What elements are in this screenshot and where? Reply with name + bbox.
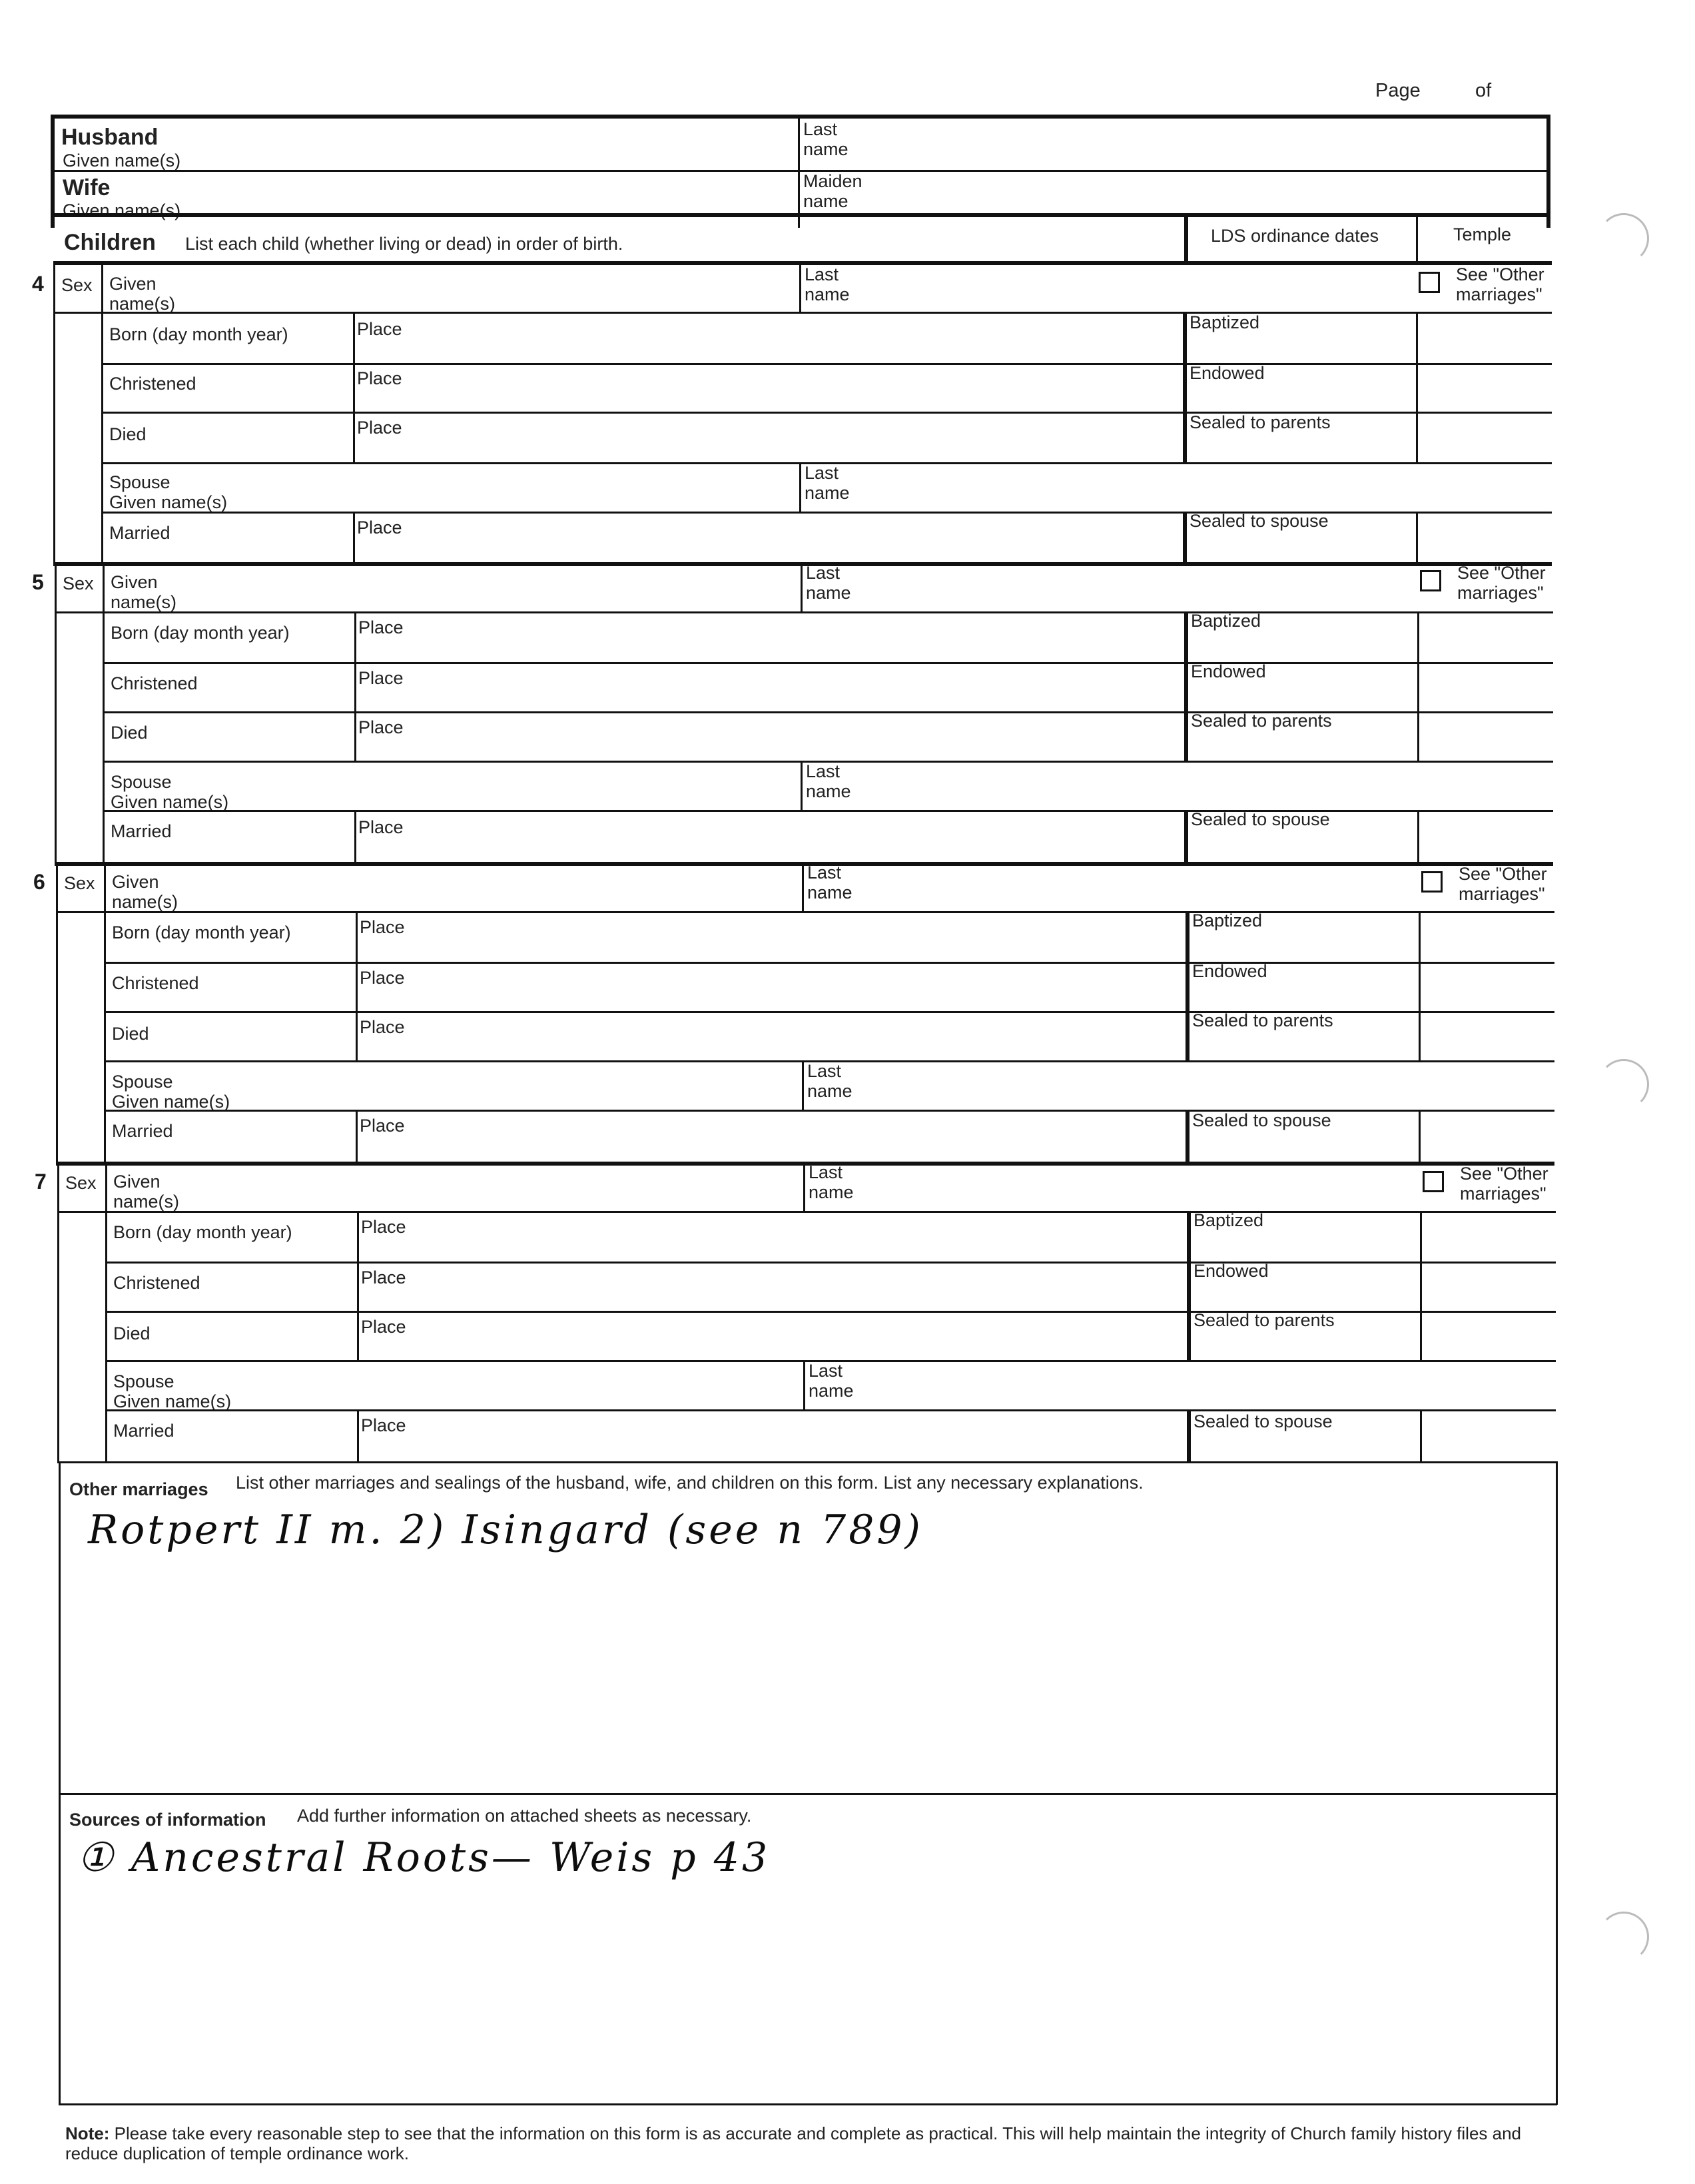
sex-label: Sex (65, 1173, 97, 1193)
see-other-label: See "Other (1459, 864, 1547, 884)
married-place-label: Place (357, 518, 402, 538)
last-name-label: name (807, 883, 852, 903)
children-title: Children (64, 230, 156, 255)
other-marriages-checkbox[interactable] (1419, 272, 1440, 293)
wife-label: Wife (63, 175, 111, 200)
died-label: Died (112, 1024, 149, 1044)
christened-label: Christened (111, 673, 198, 693)
footer-note (65, 2123, 1544, 2163)
see-other-marriages-label: marriages" (1460, 1184, 1546, 1204)
sealed-parents-label: Sealed to parents (1192, 1010, 1333, 1030)
died-label: Died (111, 723, 148, 743)
died-label: Died (113, 1323, 151, 1343)
binder-hole-bottom (1598, 1912, 1649, 1962)
child-number: 4 (32, 272, 44, 296)
last-name-label: name (805, 284, 850, 304)
see-other-marriages-label: marriages" (1459, 884, 1545, 904)
last-label: Last (805, 264, 839, 284)
page-label: Page (1375, 80, 1421, 101)
endowed-label: Endowed (1193, 1261, 1269, 1281)
sex-label: Sex (61, 275, 93, 295)
note-label: Note: (65, 2123, 110, 2143)
sealed-parents-label: Sealed to parents (1193, 1310, 1335, 1330)
married-label: Married (109, 523, 170, 543)
last-label: Last (807, 863, 842, 883)
spouse-last-name-label: name (805, 483, 850, 503)
spouse-last-name-label: name (806, 781, 851, 801)
child-number: 5 (32, 570, 44, 594)
spouse-last-name-label: name (807, 1081, 852, 1101)
last-label: Last (806, 563, 841, 583)
spouse-label: Spouse (109, 472, 170, 492)
lds-ordinance-label: LDS ordinance dates (1211, 226, 1379, 246)
other-marriages-instruction: List other marriages and sealings of the husband, wife, and children on this form. List any necessary explanations. (236, 1473, 1144, 1493)
died-place-label: Place (360, 1017, 405, 1037)
other-marriages-checkbox[interactable] (1420, 570, 1441, 591)
children-instruction: List each child (whether living or dead) in order of birth. (185, 234, 623, 254)
married-label: Married (112, 1121, 173, 1141)
note-text: Please take every reasonable step to see that the information on this form is as accurate and complete as practical. This will help maintain the integrity of Church family history files and reduce duplication of temple ordinance work. (65, 2123, 1522, 2163)
baptized-label: Baptized (1191, 611, 1261, 631)
other-marriages-checkbox[interactable] (1421, 871, 1443, 893)
christened-label: Christened (112, 973, 199, 993)
born-label: Born (day month year) (111, 623, 290, 643)
spouse-last-label: Last (807, 1061, 842, 1081)
sealed-parents-label: Sealed to parents (1191, 711, 1332, 731)
sealed-spouse-label: Sealed to spouse (1192, 1110, 1331, 1130)
other-marriages-checkbox[interactable] (1423, 1171, 1444, 1192)
endowed-label: Endowed (1189, 363, 1265, 383)
child-number: 6 (33, 870, 45, 894)
sealed-spouse-label: Sealed to spouse (1193, 1411, 1333, 1431)
sources-handwriting: ① Ancestral Roots— Weis p 43 (77, 1834, 771, 1881)
christened-label: Christened (113, 1273, 200, 1293)
died-place-label: Place (357, 418, 402, 438)
died-place-label: Place (361, 1317, 406, 1337)
born-place-label: Place (360, 917, 405, 937)
page-of-label: of (1475, 80, 1492, 101)
baptized-label: Baptized (1189, 312, 1260, 332)
husband-given-names-label: Given name(s) (63, 151, 181, 171)
given-names-label: name(s) (109, 294, 176, 314)
husband-name-label: name (803, 139, 848, 159)
given-label: Given (111, 572, 158, 592)
spouse-label: Spouse (111, 772, 172, 792)
see-other-marriages-label: marriages" (1456, 284, 1542, 304)
born-label: Born (day month year) (109, 324, 288, 344)
spouse-last-label: Last (809, 1361, 843, 1381)
given-names-label: name(s) (112, 892, 178, 912)
child-number: 7 (35, 1170, 47, 1194)
christened-place-label: Place (358, 668, 404, 688)
spouse-last-label: Last (806, 761, 841, 781)
sealed-spouse-label: Sealed to spouse (1189, 511, 1329, 531)
other-marriages-handwriting: Rotpert II m. 2) Isingard (see n 789) (88, 1507, 923, 1553)
married-place-label: Place (360, 1116, 405, 1136)
binder-hole-middle (1598, 1059, 1649, 1110)
other-marriages-label: Other marriages (69, 1479, 208, 1499)
wife-given-names-label: Given name(s) (63, 200, 181, 220)
died-label: Died (109, 424, 147, 444)
born-label: Born (day month year) (113, 1222, 292, 1242)
wife-maiden-label: Maiden (803, 171, 862, 191)
spouse-given-label: Given name(s) (113, 1391, 232, 1411)
born-place-label: Place (357, 319, 402, 339)
given-label: Given (112, 872, 159, 892)
married-label: Married (111, 821, 172, 841)
binder-hole-top (1598, 213, 1649, 264)
see-other-label: See "Other (1460, 1164, 1548, 1184)
married-place-label: Place (361, 1415, 406, 1435)
spouse-last-label: Last (805, 463, 839, 483)
husband-label: Husband (61, 125, 159, 150)
christened-place-label: Place (360, 968, 405, 988)
spouse-given-label: Given name(s) (112, 1092, 230, 1112)
married-place-label: Place (358, 817, 404, 837)
spouse-given-label: Given name(s) (109, 492, 228, 512)
husband-last-label: Last (803, 119, 838, 139)
last-name-label: name (809, 1182, 854, 1202)
see-other-marriages-label: marriages" (1457, 583, 1544, 603)
last-name-label: name (806, 583, 851, 603)
died-place-label: Place (358, 717, 404, 737)
sealed-spouse-label: Sealed to spouse (1191, 809, 1330, 829)
last-label: Last (809, 1162, 843, 1182)
given-label: Given (113, 1172, 161, 1192)
see-other-label: See "Other (1456, 264, 1544, 284)
wife-maiden-name-label: name (803, 191, 848, 211)
sources-instruction: Add further information on attached sheets as necessary. (297, 1806, 752, 1826)
spouse-last-name-label: name (809, 1381, 854, 1401)
see-other-label: See "Other (1457, 563, 1546, 583)
given-names-label: name(s) (111, 592, 177, 612)
sources-label: Sources of information (69, 1810, 266, 1830)
christened-place-label: Place (357, 368, 402, 388)
baptized-label: Baptized (1192, 910, 1263, 930)
sex-label: Sex (63, 573, 94, 593)
endowed-label: Endowed (1191, 661, 1266, 681)
sealed-parents-label: Sealed to parents (1189, 412, 1331, 432)
spouse-label: Spouse (113, 1371, 174, 1391)
born-place-label: Place (361, 1217, 406, 1237)
endowed-label: Endowed (1192, 961, 1267, 981)
sex-label: Sex (64, 873, 95, 893)
christened-place-label: Place (361, 1268, 406, 1287)
spouse-label: Spouse (112, 1072, 173, 1092)
given-label: Given (109, 274, 157, 294)
temple-label: Temple (1453, 224, 1512, 244)
given-names-label: name(s) (113, 1192, 180, 1212)
christened-label: Christened (109, 374, 196, 394)
born-label: Born (day month year) (112, 922, 291, 942)
baptized-label: Baptized (1193, 1210, 1264, 1230)
born-place-label: Place (358, 617, 404, 637)
spouse-given-label: Given name(s) (111, 792, 229, 812)
married-label: Married (113, 1421, 174, 1441)
